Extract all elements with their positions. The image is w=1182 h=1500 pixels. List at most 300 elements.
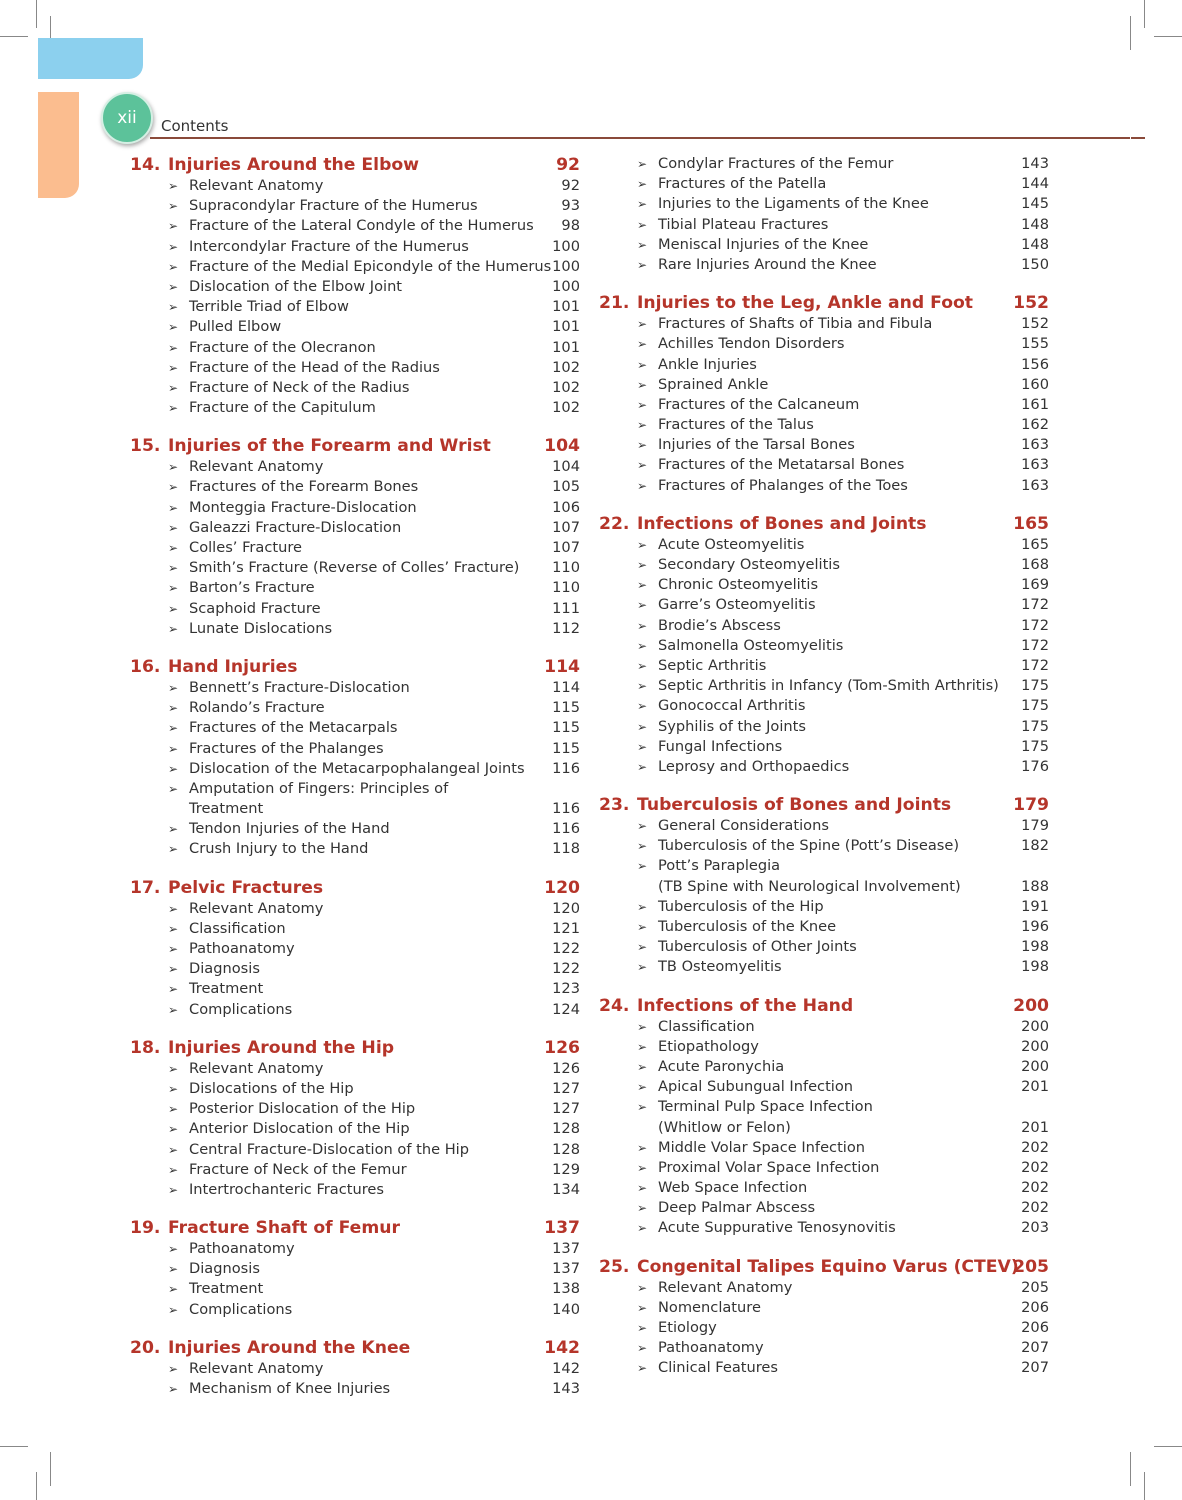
arrow-bullet-icon: ➢ (168, 1102, 179, 1117)
toc-entry (599, 897, 1049, 917)
toc-chapter (130, 656, 580, 860)
entry-page: 134 (552, 1180, 580, 1198)
entry-page: 175 (1021, 717, 1049, 735)
entry-page: 201 (1021, 1118, 1049, 1136)
entry-title: Complications (189, 1300, 293, 1318)
arrow-bullet-icon: ➢ (637, 739, 648, 754)
entry-page: 175 (1021, 737, 1049, 755)
entry-title: Colles’ Fracture (189, 539, 303, 556)
chapter-page: 152 (1013, 293, 1049, 314)
toc-entry (130, 176, 580, 196)
toc-entry (130, 1160, 580, 1180)
toc-entry (599, 616, 1049, 636)
entry-page: 152 (1021, 315, 1049, 333)
arrow-bullet-icon: ➢ (637, 558, 648, 572)
entry-title: Fractures of the Forearm Bones (189, 478, 419, 496)
chapter-title: Pelvic Fractures (168, 877, 324, 898)
entry-title: Fracture of the Head of the Radius (189, 358, 440, 376)
entry-page: 124 (552, 1000, 580, 1018)
toc-entry (130, 1119, 580, 1139)
toc-entry (599, 816, 1049, 836)
entry-title: Secondary Osteomyelitis (658, 556, 840, 573)
entry-title: Diagnosis (189, 960, 260, 978)
toc-entry (599, 957, 1049, 977)
entry-page: 182 (1021, 837, 1049, 855)
toc-entry (599, 656, 1049, 676)
arrow-bullet-icon: ➢ (168, 1242, 179, 1257)
toc-entry (599, 757, 1049, 777)
chapter-title: Hand Injuries (168, 656, 298, 677)
entry-title: Fractures of the Metacarpals (189, 719, 398, 737)
entry-title: Pulled Elbow (189, 318, 282, 336)
crop-mark (1144, 0, 1145, 28)
entry-title: Tuberculosis of the Knee (658, 918, 837, 936)
arrow-bullet-icon: ➢ (637, 438, 648, 453)
arrow-bullet-icon: ➢ (168, 921, 179, 936)
entry-title: Intertrochanteric Fractures (189, 1180, 384, 1198)
entry-page: 127 (552, 1079, 580, 1097)
entry-page: 98 (561, 217, 580, 235)
entry-title: Pathoanatomy (189, 1240, 295, 1258)
entry-title: Leprosy and Orthopaedics (658, 757, 850, 775)
entry-page: 172 (1021, 616, 1049, 634)
toc-entry (599, 334, 1049, 354)
entry-page: 163 (1021, 476, 1049, 494)
arrow-bullet-icon: ➢ (637, 819, 648, 834)
entry-page: 172 (1021, 636, 1049, 654)
toc-entry (130, 338, 580, 358)
chapter-heading (599, 513, 1049, 535)
toc-entry (130, 1279, 580, 1299)
toc-entry (599, 555, 1049, 575)
arrow-bullet-icon: ➢ (168, 581, 179, 596)
toc-entry (599, 937, 1049, 957)
arrow-bullet-icon: ➢ (168, 320, 179, 335)
chapter-title: Injuries Around the Elbow (168, 155, 420, 175)
arrow-bullet-icon: ➢ (637, 337, 648, 352)
entry-page: 196 (1021, 918, 1049, 936)
arrow-bullet-icon: ➢ (168, 982, 179, 997)
toc-entry (599, 375, 1049, 395)
entry-title: Scaphoid Fracture (189, 599, 321, 617)
header-rule (150, 137, 1130, 139)
entry-page: 175 (1021, 697, 1049, 715)
arrow-bullet-icon: ➢ (168, 1122, 179, 1137)
entry-title-continued: (TB Spine with Neurological Involvement) (658, 877, 961, 895)
toc-entry (599, 476, 1049, 496)
entry-page: 176 (1021, 757, 1049, 775)
toc-entry (130, 1180, 580, 1200)
toc-entry (130, 297, 580, 317)
chapter-heading (130, 154, 580, 176)
entry-title: Fractures of the Metatarsal Bones (658, 456, 905, 474)
entry-page: 105 (552, 478, 580, 496)
entry-title: Lunate Dislocations (189, 619, 333, 637)
toc-entry (130, 698, 580, 718)
arrow-bullet-icon: ➢ (168, 1382, 179, 1397)
toc-entry (599, 215, 1049, 235)
entry-page: 202 (1021, 1199, 1049, 1217)
chapter-number: 17. (130, 877, 161, 898)
toc-entry (130, 678, 580, 698)
entry-title: Syphilis of the Joints (658, 717, 806, 735)
crop-mark (0, 36, 28, 37)
entry-title: Treatment (189, 980, 264, 998)
entry-page: 202 (1021, 1138, 1049, 1156)
entry-title: Septic Arthritis in Infancy (Tom-Smith Arthritis) (658, 677, 999, 695)
entry-title: Pathoanatomy (658, 1339, 764, 1357)
toc-entry (130, 979, 580, 999)
toc-entry (130, 518, 580, 538)
toc-entry (599, 1158, 1049, 1178)
header-rule-end (1131, 137, 1145, 139)
entry-page: 144 (1021, 175, 1049, 193)
chapter-page: 137 (544, 1218, 580, 1239)
entry-title: Fractures of Phalanges of the Toes (658, 476, 908, 494)
chapter-title: Injuries Around the Knee (168, 1337, 411, 1358)
entry-page: 122 (552, 940, 580, 958)
toc-chapter (130, 877, 580, 1020)
entry-page: 107 (552, 518, 580, 536)
toc-entry (130, 819, 580, 839)
entry-title: Relevant Anatomy (189, 177, 324, 194)
toc-entry (130, 839, 580, 859)
arrow-bullet-icon: ➢ (637, 679, 648, 694)
entry-page: 201 (1021, 1078, 1049, 1096)
entry-title: Acute Paronychia (658, 1057, 785, 1075)
crop-mark (36, 1472, 37, 1500)
entry-title: Pathoanatomy (189, 940, 295, 958)
entry-title: Condylar Fractures of the Femur (658, 155, 894, 172)
entry-title: TB Osteomyelitis (658, 958, 782, 976)
entry-page: 198 (1021, 958, 1049, 976)
toc-entry (130, 578, 580, 598)
toc-entry (599, 856, 1049, 896)
entry-title: Salmonella Osteomyelitis (658, 636, 844, 654)
toc-entry (130, 1259, 580, 1279)
entry-title: Fracture of Neck of the Radius (189, 378, 410, 396)
entry-page: 148 (1021, 235, 1049, 253)
arrow-bullet-icon: ➢ (637, 478, 648, 493)
chapter-heading (130, 656, 580, 678)
toc-column-left (130, 154, 580, 1416)
entry-page: 101 (552, 298, 580, 316)
entry-page: 127 (552, 1100, 580, 1118)
chapter-page: 120 (544, 877, 580, 898)
crop-mark (36, 0, 37, 28)
toc-entry (599, 255, 1049, 275)
toc-entry (599, 836, 1049, 856)
entry-page: 123 (552, 980, 580, 998)
chapter-title: Injuries Around the Hip (168, 1037, 395, 1058)
entry-page: 165 (1021, 535, 1049, 553)
toc-entry (130, 538, 580, 558)
chapter-page: 142 (544, 1337, 580, 1358)
entry-title: Fracture of the Olecranon (189, 338, 376, 356)
entry-page: 116 (552, 759, 580, 777)
entry-page: 179 (1021, 817, 1049, 835)
toc-entry (130, 277, 580, 297)
entry-title: Tuberculosis of the Hip (658, 897, 824, 915)
entry-title: Fractures of Shafts of Tibia and Fibula (658, 315, 933, 333)
entry-page: 140 (552, 1300, 580, 1318)
arrow-bullet-icon: ➢ (637, 1080, 648, 1095)
entry-title: Relevant Anatomy (189, 899, 324, 917)
arrow-bullet-icon: ➢ (168, 239, 179, 254)
arrow-bullet-icon: ➢ (637, 217, 648, 232)
arrow-bullet-icon: ➢ (168, 561, 179, 576)
entry-title: Nomenclature (658, 1298, 761, 1316)
entry-title: Terrible Triad of Elbow (189, 298, 349, 316)
arrow-bullet-icon: ➢ (637, 1059, 648, 1074)
arrow-bullet-icon: ➢ (168, 460, 179, 475)
arrow-bullet-icon: ➢ (637, 1181, 648, 1196)
toc-entry (130, 358, 580, 378)
entry-page: 172 (1021, 596, 1049, 614)
chapter-title: Congenital Talipes Equino Varus (CTEV) (637, 1256, 1019, 1277)
entry-page: 129 (552, 1160, 580, 1178)
arrow-bullet-icon: ➢ (637, 578, 648, 593)
entry-page: 161 (1021, 395, 1049, 413)
arrow-bullet-icon: ➢ (637, 699, 648, 714)
entry-page: 163 (1021, 456, 1049, 474)
chapter-heading (130, 1217, 580, 1239)
entry-page: 110 (552, 579, 580, 597)
toc-entry (130, 619, 580, 639)
entry-title: Central Fracture-Dislocation of the Hip (189, 1140, 469, 1158)
chapter-page: 200 (1013, 995, 1049, 1016)
toc-entry (130, 216, 580, 236)
entry-title: Relevant Anatomy (658, 1278, 793, 1296)
arrow-bullet-icon: ➢ (168, 541, 179, 555)
entry-page: 121 (552, 919, 580, 937)
entry-page: 137 (552, 1240, 580, 1258)
toc-entry (130, 1379, 580, 1399)
chapter-page: 179 (1013, 795, 1049, 816)
toc-entry (130, 759, 580, 779)
toc-entry (130, 257, 580, 277)
entry-title: Achilles Tendon Disorders (658, 335, 845, 353)
toc-entry (599, 1198, 1049, 1218)
entry-title: Mechanism of Knee Injuries (189, 1380, 391, 1398)
toc-entry (599, 1138, 1049, 1158)
toc-chapter (599, 995, 1049, 1239)
arrow-bullet-icon: ➢ (637, 719, 648, 734)
arrow-bullet-icon: ➢ (637, 618, 648, 633)
toc-chapter (599, 292, 1049, 496)
entry-title: Crush Injury to the Hand (189, 840, 369, 858)
entry-title-continued: (Whitlow or Felon) (658, 1118, 791, 1136)
entry-page: 150 (1021, 255, 1049, 273)
arrow-bullet-icon: ➢ (168, 822, 179, 837)
entry-page: 148 (1021, 215, 1049, 233)
entry-title: Chronic Osteomyelitis (658, 576, 819, 594)
entry-page: 156 (1021, 355, 1049, 373)
chapter-title: Tuberculosis of Bones and Joints (637, 795, 952, 816)
toc-entry (599, 1358, 1049, 1378)
toc-entry (130, 1300, 580, 1320)
entry-page: 163 (1021, 436, 1049, 454)
toc-entry (599, 1097, 1049, 1137)
arrow-bullet-icon: ➢ (637, 1300, 648, 1315)
arrow-bullet-icon: ➢ (168, 721, 179, 736)
toc-entry (130, 718, 580, 738)
arrow-bullet-icon: ➢ (637, 960, 648, 975)
arrow-bullet-icon: ➢ (637, 859, 648, 874)
entry-title: Web Space Infection (658, 1179, 808, 1197)
entry-title: Acute Osteomyelitis (658, 535, 805, 553)
entry-page: 202 (1021, 1179, 1049, 1197)
toc-entry (599, 355, 1049, 375)
chapter-title: Infections of Bones and Joints (637, 513, 927, 534)
entry-title: Anterior Dislocation of the Hip (189, 1120, 410, 1138)
toc-entry (130, 317, 580, 337)
arrow-bullet-icon: ➢ (637, 598, 648, 613)
toc-entry (130, 1059, 580, 1079)
entry-title: Amputation of Fingers: Principles of (189, 779, 449, 797)
arrow-bullet-icon: ➢ (637, 839, 648, 854)
entry-page: 101 (552, 338, 580, 356)
entry-page: 110 (552, 559, 580, 577)
entry-page: 143 (552, 1380, 580, 1398)
arrow-bullet-icon: ➢ (168, 741, 179, 756)
entry-title: Injuries of the Tarsal Bones (658, 436, 855, 454)
entry-title: Classification (658, 1017, 755, 1035)
entry-title: Diagnosis (189, 1260, 260, 1278)
entry-page: 175 (1021, 677, 1049, 695)
chapter-title: Injuries to the Leg, Ankle and Foot (637, 293, 974, 314)
arrow-bullet-icon: ➢ (637, 1221, 648, 1236)
toc-entry (130, 1079, 580, 1099)
toc-entry (599, 1077, 1049, 1097)
entry-title: Terminal Pulp Space Infection (658, 1098, 873, 1116)
toc-entry (599, 1037, 1049, 1057)
entry-title: Meniscal Injuries of the Knee (658, 235, 869, 253)
entry-title: Garre’s Osteomyelitis (658, 596, 816, 614)
decorative-tab-orange (38, 92, 79, 198)
toc-entry (599, 535, 1049, 555)
entry-page: 200 (1021, 1037, 1049, 1055)
entry-page: 143 (1021, 155, 1049, 172)
entry-page: 115 (552, 739, 580, 757)
entry-title: Fracture of the Lateral Condyle of the Humerus (189, 217, 534, 235)
arrow-bullet-icon: ➢ (637, 899, 648, 914)
toc-entry (599, 154, 1049, 174)
entry-page: 115 (552, 719, 580, 737)
arrow-bullet-icon: ➢ (637, 257, 648, 272)
toc-entry (130, 899, 580, 919)
entry-title: Ankle Injuries (658, 355, 757, 373)
entry-title: Acute Suppurative Tenosynovitis (658, 1219, 896, 1237)
entry-title: Dislocations of the Hip (189, 1079, 354, 1097)
entry-title: Brodie’s Abscess (658, 616, 781, 634)
arrow-bullet-icon: ➢ (168, 179, 179, 193)
toc-entry (130, 477, 580, 497)
toc-chapter (599, 1256, 1049, 1379)
chapter-heading (130, 1037, 580, 1059)
arrow-bullet-icon: ➢ (637, 1280, 648, 1295)
toc-chapter (599, 513, 1049, 777)
chapter-page: 92 (556, 155, 580, 175)
toc-entry (130, 779, 580, 819)
entry-page: 102 (552, 399, 580, 417)
crop-mark (1144, 1472, 1145, 1500)
entry-title: Fracture of Neck of the Femur (189, 1160, 407, 1178)
toc-entry (130, 1359, 580, 1379)
chapter-page: 104 (544, 436, 580, 457)
entry-title: Monteggia Fracture-Dislocation (189, 498, 417, 516)
crop-mark (1130, 1452, 1131, 1486)
arrow-bullet-icon: ➢ (637, 377, 648, 392)
entry-page: 206 (1021, 1319, 1049, 1337)
toc-entry (599, 1318, 1049, 1338)
toc-column-right (599, 154, 1049, 1396)
arrow-bullet-icon: ➢ (637, 1019, 648, 1034)
toc-entry (599, 595, 1049, 615)
toc-entry (599, 1218, 1049, 1238)
toc-chapter (599, 154, 1049, 275)
decorative-tab-blue (38, 38, 143, 79)
chapter-page: 165 (1013, 513, 1049, 534)
chapter-number: 21. (599, 293, 630, 314)
arrow-bullet-icon: ➢ (168, 1081, 179, 1096)
entry-page: 137 (552, 1260, 580, 1278)
chapter-number: 14. (130, 155, 161, 175)
running-head: Contents (161, 117, 229, 135)
entry-page: 116 (552, 800, 580, 818)
arrow-bullet-icon: ➢ (637, 1201, 648, 1216)
entry-page: 188 (1021, 877, 1049, 895)
toc-entry (599, 676, 1049, 696)
entry-page: 116 (552, 820, 580, 838)
toc-entry (130, 196, 580, 216)
chapter-page: 114 (544, 656, 580, 677)
toc-entry (130, 558, 580, 578)
entry-page: 155 (1021, 335, 1049, 353)
toc-entry (599, 1178, 1049, 1198)
chapter-title: Fracture Shaft of Femur (168, 1218, 400, 1239)
toc-chapter (130, 435, 580, 639)
toc-entry (599, 1278, 1049, 1298)
arrow-bullet-icon: ➢ (637, 1361, 648, 1376)
entry-title: Tibial Plateau Fractures (658, 215, 829, 233)
entry-title: Dislocation of the Metacarpophalangeal Joints (189, 759, 525, 777)
arrow-bullet-icon: ➢ (637, 1341, 648, 1356)
entry-page: 207 (1021, 1339, 1049, 1357)
arrow-bullet-icon: ➢ (637, 537, 648, 552)
toc-entry (130, 237, 580, 257)
entry-title: Injuries to the Ligaments of the Knee (658, 195, 929, 213)
entry-title: Fungal Infections (658, 737, 783, 755)
arrow-bullet-icon: ➢ (168, 701, 179, 716)
entry-title: Middle Volar Space Infection (658, 1138, 866, 1156)
toc-entry (130, 739, 580, 759)
toc-entry (130, 1239, 580, 1259)
page-number-badge: xii (101, 92, 153, 144)
entry-page: 128 (552, 1140, 580, 1158)
toc-entry (599, 1338, 1049, 1358)
entry-title: Fractures of the Calcaneum (658, 395, 860, 413)
entry-page: 145 (1021, 195, 1049, 213)
crop-mark (50, 1452, 51, 1486)
entry-page: 107 (552, 539, 580, 556)
arrow-bullet-icon: ➢ (168, 962, 179, 977)
arrow-bullet-icon: ➢ (637, 920, 648, 935)
entry-page: 122 (552, 960, 580, 978)
entry-page: 100 (552, 277, 580, 295)
arrow-bullet-icon: ➢ (168, 942, 179, 957)
toc-chapter (130, 1037, 580, 1200)
